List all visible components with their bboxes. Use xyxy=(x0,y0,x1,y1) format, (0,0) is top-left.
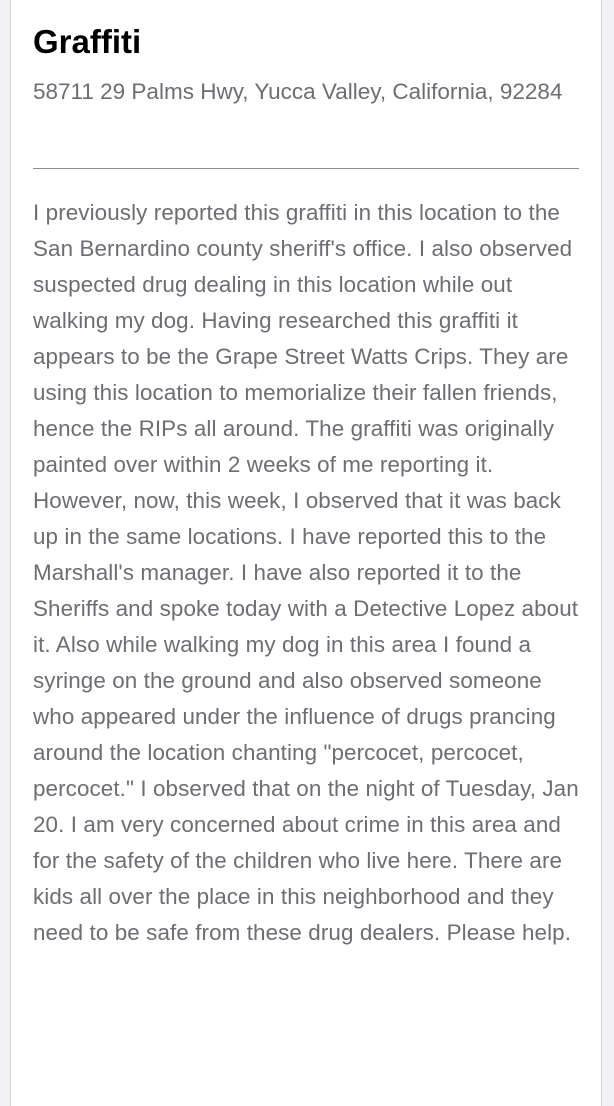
report-description: I previously reported this graffiti in this location to the San Bernardino county sheriff's office. I also observed suspected drug dealing in this location while out walking my dog. Having researched this graffiti it appears to be the Grape Street Watts Crips. They are using this location to memorialize their fallen friends, hence the RIPs all around. The graffiti was originally painted over within 2 weeks of me reporting it. However, now, this week, I observed that it was back up in the same locations. I have reported this to the Marshall's manager. I have also reported it to the Sheriffs and spoke today with a Detective Lopez about it. Also while walking my dog in this area I found a syringe on the ground and also observed someone who appeared under the influence of drugs prancing around the location chanting "percocet, percocet, percocet." I observed that on the night of Tuesday, Jan 20. I am very concerned about crime in this area and for the safety of the children who live here. There are kids all over the place in this neighborhood and they need to be safe from these drug dealers. Please help. xyxy=(33,200,579,945)
section-divider xyxy=(33,168,579,169)
report-address: 58711 29 Palms Hwy, Yucca Valley, California, 92284 xyxy=(33,79,563,104)
report-card xyxy=(10,0,602,1106)
report-title: Graffiti xyxy=(33,23,142,60)
